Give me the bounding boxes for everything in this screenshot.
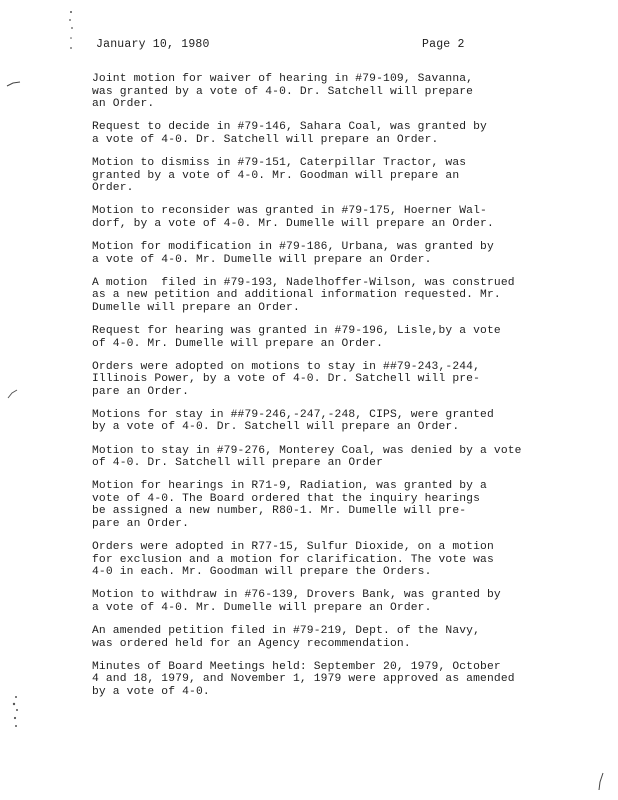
paragraph-line: was ordered held for an Agency recommendation. bbox=[92, 637, 411, 650]
paragraph-line: for exclusion and a motion for clarification. The vote was bbox=[92, 553, 494, 566]
minutes-paragraph bbox=[92, 121, 562, 146]
paragraph-line: Motion to reconsider was granted in #79-175, Hoerner Wal- bbox=[92, 205, 487, 218]
minutes-paragraph bbox=[92, 205, 562, 230]
paragraph-line: 4 and 18, 1979, and November 1, 1979 were approved as amended bbox=[92, 673, 515, 686]
paragraph-line: pare an Order. bbox=[92, 518, 190, 531]
minutes-paragraph bbox=[92, 157, 562, 195]
paragraph-line: Motion for hearings in R71-9, Radiation, was granted by a bbox=[92, 480, 487, 493]
margin-speck-bottom-right bbox=[596, 772, 606, 792]
paragraph-line: Minutes of Board Meetings held: September 20, 1979, October bbox=[92, 660, 501, 673]
paragraph-line: Orders were adopted on motions to stay in ##79-243,-244, bbox=[92, 360, 481, 373]
margin-speck-top bbox=[66, 8, 76, 52]
paragraph-line: Request for hearing was granted in #79-196, Lisle,by a vote bbox=[92, 324, 501, 337]
minutes-paragraph bbox=[92, 661, 562, 699]
paragraph-line: Motions for stay in ##79-246,-247,-248, CIPS, were granted bbox=[92, 408, 494, 421]
paragraph-line: Joint motion for waiver of hearing in #79-109, Savanna, bbox=[92, 73, 474, 85]
paragraph-line: granted by a vote of 4-0. Mr. Goodman will prepare an bbox=[92, 169, 460, 182]
paragraph-line: Request to decide in #79-146, Sahara Coal, was granted by bbox=[92, 121, 487, 134]
paragraph-line: Motion to stay in #79-276, Monterey Coal, was denied by a vote bbox=[92, 444, 522, 457]
minutes-paragraph bbox=[92, 445, 562, 470]
margin-speck-left-2 bbox=[6, 388, 20, 400]
paragraph-line: 4-0 in each. Mr. Goodman will prepare the Orders. bbox=[92, 566, 432, 579]
paragraph-line: A motion filed in #79-193, Nadelhoffer-Wilson, was construed bbox=[92, 276, 515, 289]
paragraph-line: by a vote of 4-0. Dr. Satchell will prepare an Order. bbox=[92, 421, 460, 434]
paragraph-line: an Order. bbox=[92, 98, 155, 111]
minutes-paragraph bbox=[92, 73, 562, 111]
minutes-paragraph bbox=[92, 480, 562, 530]
margin-speck-left-3 bbox=[10, 694, 22, 730]
minutes-paragraph bbox=[92, 241, 562, 266]
paragraph-line: be assigned a new number, R80-1. Mr. Dumelle will pre- bbox=[92, 505, 467, 518]
minutes-paragraph bbox=[92, 325, 562, 350]
paragraph-line: by a vote of 4-0. bbox=[92, 685, 210, 698]
minutes-paragraph bbox=[92, 277, 562, 315]
paragraph-line: was granted by a vote of 4-0. Dr. Satchell will prepare bbox=[92, 85, 474, 98]
paragraph-line: Dumelle will prepare an Order. bbox=[92, 301, 300, 314]
paragraph-line: dorf, by a vote of 4-0. Mr. Dumelle will prepare an Order. bbox=[92, 217, 494, 230]
minutes-paragraph bbox=[92, 361, 562, 399]
paragraph-line: as a new petition and additional information requested. Mr. bbox=[92, 289, 501, 302]
paragraph-line: vote of 4-0. The Board ordered that the inquiry hearings bbox=[92, 492, 481, 505]
paragraph-line: Motion to withdraw in #76-139, Drovers Bank, was granted by bbox=[92, 589, 501, 602]
paragraph-line: Illinois Power, by a vote of 4-0. Dr. Satchell will pre- bbox=[92, 373, 481, 386]
paragraph-line: Orders were adopted in R77-15, Sulfur Dioxide, on a motion bbox=[92, 541, 494, 554]
header-date: January 10, 1980 bbox=[96, 38, 210, 51]
minutes-paragraph bbox=[92, 625, 562, 650]
paragraph-line: of 4-0. Mr. Dumelle will prepare an Order. bbox=[92, 337, 384, 350]
minutes-body bbox=[92, 73, 562, 709]
minutes-paragraph bbox=[92, 541, 562, 579]
minutes-paragraph bbox=[92, 409, 562, 434]
paragraph-line: a vote of 4-0. Mr. Dumelle will prepare an Order. bbox=[92, 253, 432, 266]
paragraph-line: Motion for modification in #79-186, Urbana, was granted by bbox=[92, 240, 494, 253]
paragraph-line: Motion to dismiss in #79-151, Caterpillar Tractor, was bbox=[92, 156, 467, 169]
header-page-number: Page 2 bbox=[422, 38, 465, 51]
margin-speck-left-1 bbox=[6, 80, 22, 88]
paragraph-line: An amended petition filed in #79-219, Dept. of the Navy, bbox=[92, 625, 481, 638]
paragraph-line: a vote of 4-0. Dr. Satchell will prepare an Order. bbox=[92, 133, 439, 146]
paragraph-line: a vote of 4-0. Mr. Dumelle will prepare an Order. bbox=[92, 602, 432, 614]
paragraph-line: of 4-0. Dr. Satchell will prepare an Order bbox=[92, 457, 384, 470]
paragraph-line: pare an Order. bbox=[92, 385, 190, 398]
paragraph-line: Order. bbox=[92, 182, 134, 195]
minutes-paragraph bbox=[92, 589, 562, 614]
